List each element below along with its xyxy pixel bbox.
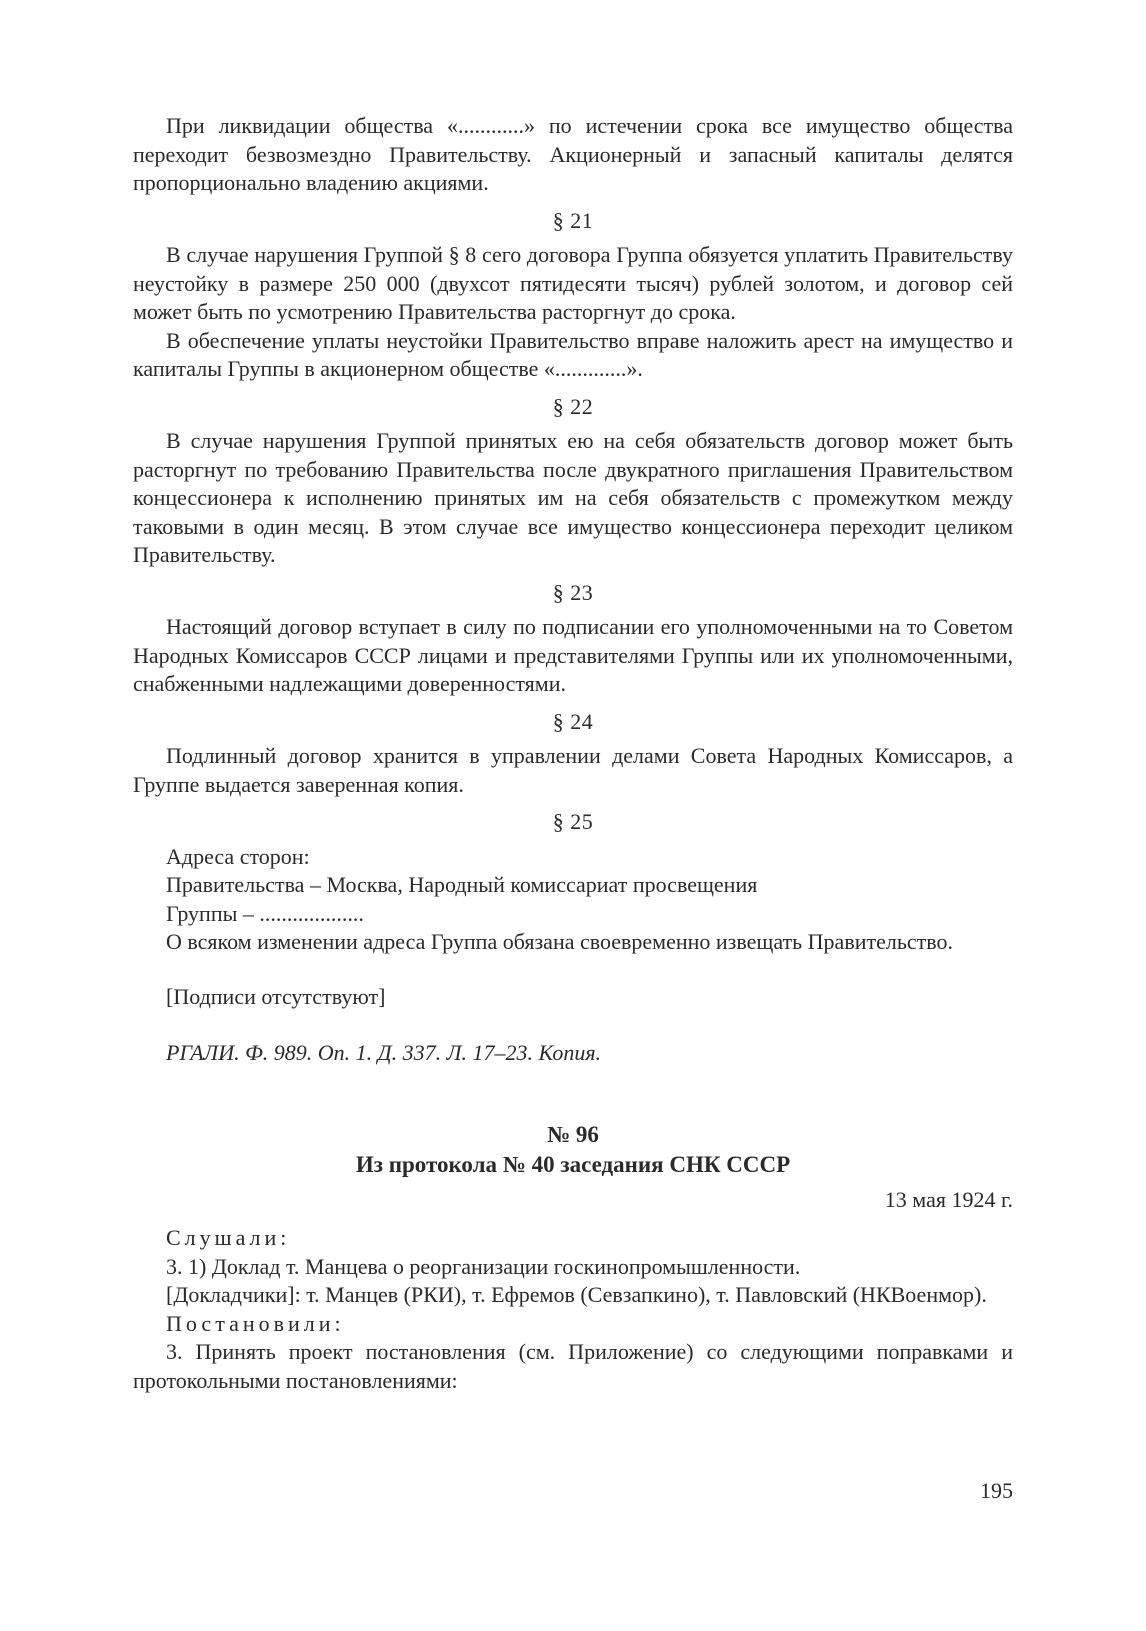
section-23-paragraph-1: Настоящий договор вступает в силу по подписании его уполномоченными на то Советом Народных Комиссаров СССР лицами и представителями Группы или их уполномоченными, снабженными надлежащими доверенностями. (133, 614, 1013, 696)
archive-source: РГАЛИ. Ф. 989. Оп. 1. Д. 337. Л. 17–23. Копия. (166, 1040, 602, 1065)
section-heading-24: § 24 (552, 708, 594, 734)
section-heading-21: § 21 (552, 207, 594, 233)
heard-label: Слушали: (166, 1225, 291, 1250)
document-title: Из протокола № 40 заседания СНК СССР (355, 1151, 791, 1177)
document-date: 13 мая 1924 г. (884, 1186, 1013, 1212)
section-heading-25: § 25 (552, 809, 594, 834)
resolved-item: 3. Принять проект постановления (см. Приложение) со следующими поправками и протокольными постановлениями: (133, 1339, 1013, 1393)
speakers: [Докладчики]: т. Манцев (РКИ), т. Ефремов (Севзапкино), т. Павловский (НКВоенмор). (166, 1282, 987, 1307)
section-21-paragraph-1: В случае нарушения Группой § 8 сего договора Группа обязуется уплатить Правительству неустойку в размере 250 000 (двухсот пятидесяти тысяч) рублей золотом, и договор сей может быть по усмотрению Правительства расторгнут до срока. (133, 242, 1013, 324)
section-25-paragraph-notice: О всяком изменении адреса Группа обязана своевременно извещать Правительство. (166, 929, 953, 954)
heard-item: 3. 1) Доклад т. Манцева о реорганизации госкинопромышленности. (166, 1253, 801, 1279)
section-heading-23: § 23 (552, 579, 594, 605)
section-25-addresses-label: Адреса сторон: (166, 843, 310, 869)
section-25-group-address: Группы – ................... (166, 900, 364, 926)
section-21-paragraph-2: В обеспечение уплаты неустойки Правительство вправе наложить арест на имущество и капиталы Группы в акционерном обществе «.............». (133, 327, 1013, 381)
document-number: № 96 (547, 1121, 599, 1147)
section-heading-22: § 22 (552, 393, 594, 419)
signatures-note: [Подписи отсутствуют] (166, 983, 386, 1009)
page-number: 195 (980, 1478, 1013, 1503)
intro-paragraph: При ликвидации общества «............» по истечении срока все имущество общества переходит безвозмездно Правительству. Акционерный и запасный капиталы делятся пропорционально владению акциями. (133, 113, 1013, 195)
section-25-government-address: Правительства – Москва, Народный комиссариат просвещения (166, 872, 758, 897)
section-22-paragraph-1: В случае нарушения Группой принятых ею на себя обязательств договор может быть расторгнут по требованию Правительства после двукратного приглашения Правительством концессионера к исполнению принятых им на себя обязательств с промежутком между таковыми в один месяц. В этом случае все имущество концессионера переходит целиком Правительству. (133, 428, 1013, 567)
section-24-paragraph-1: Подлинный договор хранится в управлении делами Совета Народных Комиссаров, а Группе выдается заверенная копия. (133, 743, 1013, 797)
resolved-label: Постановили: (166, 1310, 345, 1336)
page-content (133, 112, 1013, 1395)
